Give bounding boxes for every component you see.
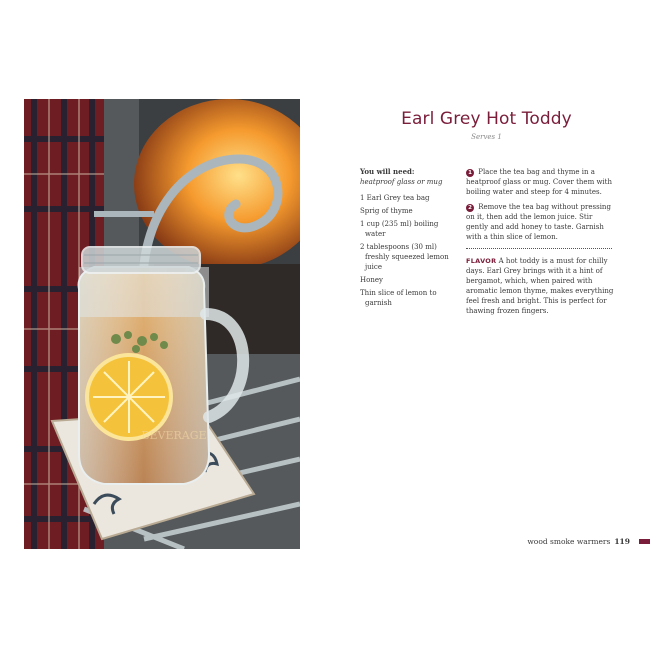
ingredient-item: Thin slice of lemon to garnish xyxy=(360,289,437,307)
footer-accent-bar xyxy=(639,539,650,544)
recipe-photo xyxy=(24,99,300,549)
ingredient-item: 1 cup (235 ml) boiling water xyxy=(360,220,439,238)
recipe-title: Earl Grey Hot Toddy xyxy=(401,109,572,129)
ingredient-item: 1 Earl Grey tea bag xyxy=(360,194,430,202)
ingredients-list xyxy=(360,167,452,311)
step-2 xyxy=(466,202,614,242)
step-number-badge: 2 xyxy=(466,204,474,212)
step-text: Place the tea bag and thyme in a heatproof glass or mug. Cover them with boiling water and steep for 4 minutes. xyxy=(466,168,612,196)
ingredient-item: Honey xyxy=(360,276,383,284)
flavor-text: A hot toddy is a must for chilly days. Earl Grey brings with it a hint of bergamot, which, when paired with aromatic lemon thyme, makes everything feel fresh and bright. This is perfect for thawing frozen fingers. xyxy=(466,257,614,315)
vessel-note: heatproof glass or mug xyxy=(360,178,443,186)
flavor-note xyxy=(466,256,614,316)
ingredients-heading: You will need: xyxy=(360,167,415,176)
page-number: 119 xyxy=(614,537,630,546)
step-1 xyxy=(466,167,614,197)
ingredient-item: 2 tablespoons (30 ml) freshly squeezed lemon juice xyxy=(360,243,449,271)
step-text: Remove the tea bag without pressing on it, then add the lemon juice. Stir gently and add honey to taste. Garnish with a thin slice of lemon. xyxy=(466,203,611,241)
page-footer xyxy=(500,537,630,546)
step-number-badge: 1 xyxy=(466,169,474,177)
svg-text:BEVERAGE: BEVERAGE xyxy=(141,429,207,442)
method-steps xyxy=(466,167,614,316)
dotted-divider xyxy=(466,248,612,249)
flavor-heading: FLAVOR xyxy=(466,257,497,265)
ingredient-item: Sprig of thyme xyxy=(360,207,413,215)
hot-toddy-photo xyxy=(24,99,300,549)
section-name: wood smoke warmers xyxy=(527,537,611,546)
serves-label: Serves 1 xyxy=(471,133,502,141)
